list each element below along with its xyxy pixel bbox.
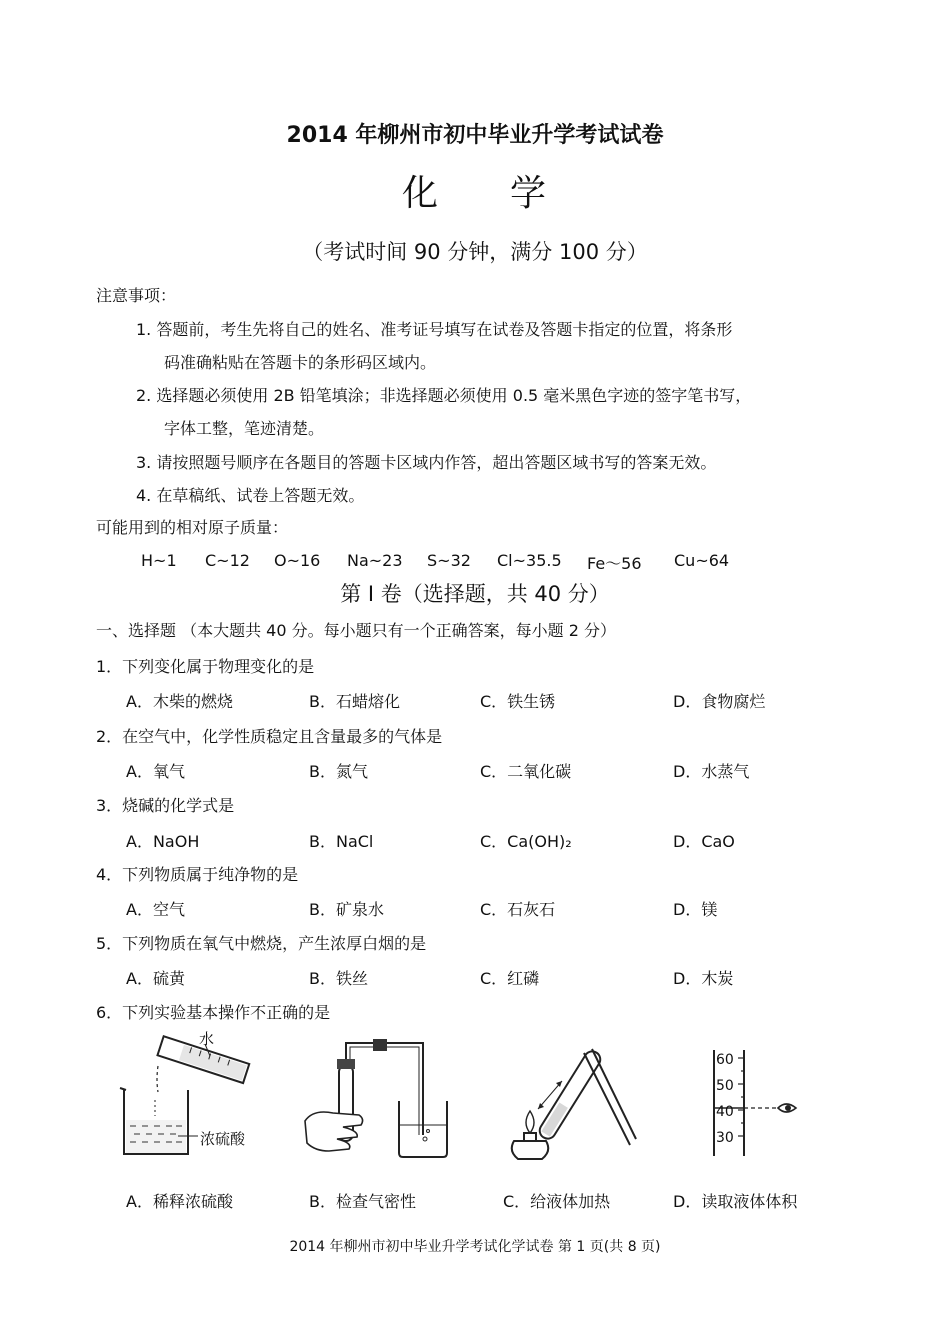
question-3-option-d: D．CaO (673, 832, 735, 851)
notice-item-2-line2: 字体工整，笔迹清楚。 (164, 419, 325, 438)
question-3-option-a: A．NaOH (126, 832, 200, 851)
atomic-mass-h: H~1 (141, 551, 177, 570)
page-footer: 2014 年柳州市初中毕业升学考试化学试卷 第 1 页(共 8 页) (289, 1239, 661, 1255)
question-2-option-c: C．二氧化碳 (480, 762, 572, 781)
figure-airtightness (303, 1035, 453, 1160)
question-6-option-c: C．给液体加热 (503, 1192, 611, 1211)
question-5-option-b: B．铁丝 (309, 969, 368, 988)
question-3-option-c: C．Ca(OH)₂ (480, 832, 572, 851)
scale-label-60: 60 (716, 1052, 734, 1068)
question-3-stem: 3．烧碱的化学式是 (96, 796, 235, 815)
figure-heating-liquid (500, 1035, 640, 1163)
subject-title (0, 165, 950, 216)
question-4-option-c: C．石灰石 (480, 900, 556, 919)
scale-label-30: 30 (716, 1130, 734, 1146)
atomic-mass-na: Na~23 (347, 551, 403, 570)
question-4-stem: 4．下列物质属于纯净物的是 (96, 865, 299, 884)
notice-item-1-line1: 1. 答题前，考生先将自己的姓名、准考证号填写在试卷及答题卡指定的位置，将条形 (136, 320, 733, 339)
question-4-option-d: D．镁 (673, 900, 718, 919)
question-6-option-b: B．检查气密性 (309, 1192, 416, 1211)
part-heading: 一、选择题 （本大题共 40 分。每小题只有一个正确答案，每小题 2 分） (96, 621, 616, 640)
question-3-option-b: B．NaCl (309, 832, 374, 851)
notice-heading: 注意事项： (96, 286, 177, 305)
atomic-mass-cl: Cl~35.5 (497, 551, 562, 570)
question-5-option-c: C．红磷 (480, 969, 540, 988)
question-1-option-a: A．木柴的燃烧 (126, 692, 233, 711)
question-1-option-d: D．食物腐烂 (673, 692, 766, 711)
atomic-mass-s: S~32 (427, 551, 471, 570)
notice-item-4: 4. 在草稿纸、试卷上答题无效。 (136, 486, 365, 505)
question-4-option-b: B．矿泉水 (309, 900, 384, 919)
notice-item-2-line1: 2. 选择题必须使用 2B 铅笔填涂；非选择题必须使用 0.5 毫米黑色字迹的签字笔书写， (136, 386, 752, 405)
question-1-option-b: B．石蜡熔化 (309, 692, 400, 711)
question-2-option-a: A．氧气 (126, 762, 185, 781)
question-2-stem: 2．在空气中，化学性质稳定且含量最多的气体是 (96, 727, 443, 746)
exam-time-info: （考试时间 90 分钟，满分 100 分） (302, 240, 648, 264)
subject-char-1: 化 (401, 173, 440, 214)
figure-label-water: 水 (199, 1030, 215, 1048)
figure-dilute-acid (118, 1030, 268, 1160)
notice-item-3: 3. 请按照题号顺序在各题目的答题卡区域内作答，超出答题区域书写的答案无效。 (136, 453, 717, 472)
question-5-option-a: A．硫黄 (126, 969, 185, 988)
question-6-stem: 6．下列实验基本操作不正确的是 (96, 1003, 331, 1022)
notice-item-1-line2: 码准确粘贴在答题卡的条形码区域内。 (164, 353, 437, 372)
question-6-option-d: D．读取液体体积 (673, 1192, 798, 1211)
scale-label-50: 50 (716, 1078, 734, 1094)
question-6-option-a: A．稀释浓硫酸 (126, 1192, 233, 1211)
atomic-mass-o: O~16 (274, 551, 321, 570)
question-1-stem: 1．下列变化属于物理变化的是 (96, 657, 315, 676)
question-5-stem: 5．下列物质在氧气中燃烧，产生浓厚白烟的是 (96, 934, 427, 953)
question-1-option-c: C．铁生锈 (480, 692, 556, 711)
atomic-mass-c: C~12 (205, 551, 250, 570)
atomic-mass-heading: 可能用到的相对原子质量： (96, 518, 289, 537)
figure-label-acid: 浓硫酸 (200, 1130, 246, 1148)
exam-title: 2014 年柳州市初中毕业升学考试试卷 (286, 123, 664, 148)
atomic-mass-fe: Fe～56 (587, 554, 642, 573)
question-4-option-a: A．空气 (126, 900, 185, 919)
scale-label-40: 40 (716, 1104, 734, 1120)
atomic-mass-cu: Cu~64 (674, 551, 730, 570)
question-2-option-d: D．水蒸气 (673, 762, 750, 781)
question-5-option-d: D．木炭 (673, 969, 734, 988)
question-2-option-b: B．氮气 (309, 762, 368, 781)
section-title: 第 I 卷（选择题，共 40 分） (340, 582, 610, 606)
subject-char-2: 学 (510, 173, 549, 214)
